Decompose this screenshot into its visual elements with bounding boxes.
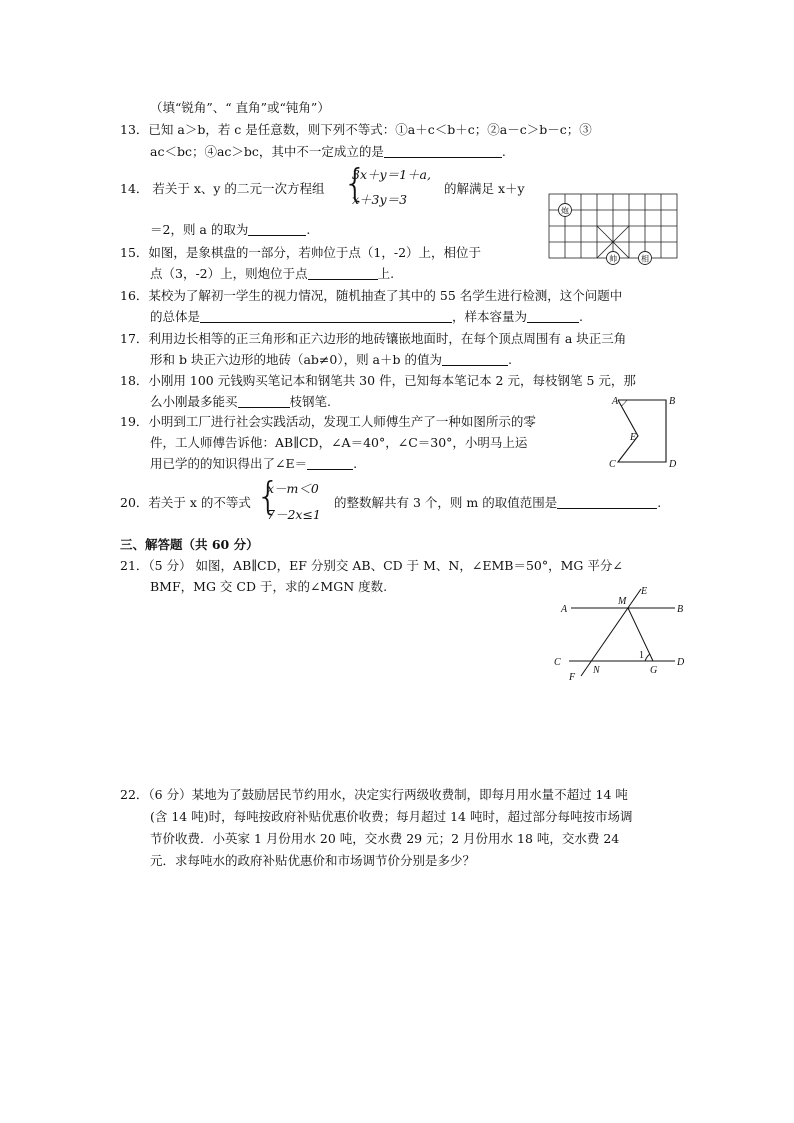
q19-line2: 件，工人师傅告诉他：AB∥CD，∠A＝40°，∠C＝30°，小明马上运: [150, 435, 528, 450]
fig19-label-a: A: [612, 396, 619, 407]
q21-line1: 21．（5 分） 如图，AB∥CD，EF 分别交 AB、CD 于 M、N，∠EMB＝50°，MG 平分∠: [120, 558, 623, 573]
svg-text:炮: 炮: [561, 206, 569, 216]
fig21-label-d: D: [677, 657, 685, 668]
fig19-label-b: B: [669, 396, 676, 407]
q20-end: .: [657, 495, 662, 510]
q18-line2: [150, 394, 331, 410]
q20-suffix-line: [334, 495, 661, 511]
q14-answer-blank[interactable]: [248, 223, 306, 236]
q22-line3: 节价收费．小英家 1 月份用水 20 吨，交水费 29 元；2 月份用水 18 吨，交水费 24: [150, 831, 620, 846]
section-title: 三、解答题（共 60 分）: [120, 537, 259, 552]
piece-pao: [559, 204, 572, 217]
q13-end: .: [501, 144, 506, 159]
fig21-label-a: A: [561, 604, 568, 615]
q18-answer-blank[interactable]: [238, 395, 290, 408]
q16-sample-size-blank[interactable]: [527, 310, 579, 323]
q18-line1: 18．小刚用 100 元钱购买笔记本和钢笔共 30 件，已知每本笔记本 2 元，每枝钢笔 5 元，那: [120, 373, 636, 388]
fig21-label-c: C: [554, 657, 561, 668]
q19-line3: [150, 456, 357, 472]
piece-xiang: [639, 252, 652, 265]
q13-answer-blank[interactable]: [384, 145, 502, 158]
q13-line1: 13．已知 a＞b，若 c 是任意数，则下列不等式：①a＋c＜b＋c；②a－c＞b－c；③: [120, 122, 592, 137]
q14-brace: {: [343, 161, 368, 205]
q18-text: 么小刚最多能买: [150, 394, 238, 409]
q16-population-blank[interactable]: [200, 310, 452, 323]
q18-end: 枝钢笔.: [289, 394, 331, 409]
part-outline: [618, 400, 666, 462]
fig21-label-angle1: 1: [639, 650, 644, 661]
q12-tail: （填“锐角”、“ 直角”或“钝角”）: [150, 100, 330, 115]
q15-line1: 15．如图，是象棋盘的一部分，若帅位于点（1，-2）上，相位于: [120, 245, 482, 260]
q15-end: 上.: [377, 266, 395, 281]
svg-text:帅: 帅: [609, 254, 617, 264]
parallel-lines-figure: [555, 584, 695, 684]
fig19-label-e: E: [630, 432, 637, 443]
q20-ineq1: x－m＜0: [267, 481, 319, 496]
fig21-label-b: B: [677, 604, 684, 615]
q19-answer-blank[interactable]: [307, 457, 353, 470]
q20-ineq2: 7－2x≤1: [267, 507, 321, 522]
q22-line4: 元．求每吨水的政府补贴优惠价和市场调节价分别是多少？: [150, 853, 476, 868]
q20-prefix: 20．若关于 x 的不等式: [120, 495, 251, 510]
piece-shuai: [607, 252, 620, 265]
q20-answer-blank[interactable]: [557, 496, 657, 509]
fig21-label-e: E: [641, 586, 648, 597]
q16-line1: 16．某校为了解初一学生的视力情况，随机抽查了其中的 55 名学生进行检测，这个问题中: [120, 288, 623, 303]
q17-answer-blank[interactable]: [442, 353, 508, 366]
q13-line2: [150, 144, 506, 160]
q16-end: .: [579, 309, 584, 324]
q15-line2: [150, 266, 394, 282]
q19-text: 用已学的的知识得出了∠E＝: [150, 456, 308, 471]
q14-text: ＝2，则 a 的取为: [150, 222, 249, 237]
q16-text-a: 的总体是: [150, 309, 201, 324]
q14-line2: [150, 222, 310, 238]
q13-text: ac＜bc；④ac＞bc，其中不一定成立的是: [150, 144, 384, 159]
q19-end: .: [353, 456, 358, 471]
q15-text: 点（3，-2）上，则炮位于点: [150, 266, 308, 281]
q14-end: .: [306, 222, 311, 237]
svg-text:相: 相: [641, 254, 649, 264]
q14-eq2: x＋3y＝3: [352, 192, 408, 207]
fig21-label-f: F: [569, 672, 576, 683]
fig21-label-g: G: [650, 665, 658, 676]
q14-eq1: 3x＋y＝1＋a,: [352, 167, 431, 182]
fig19-label-d: D: [669, 459, 677, 470]
q17-line1: 17．利用边长相等的正三角形和正六边形的地砖镶嵌地面时，在每个顶点周围有 a 块正三角: [120, 331, 627, 346]
q22-line2: (含 14 吨)时，每吨按政府补贴优惠价收费；每月超过 14 吨时，超过部分每吨按市场调: [150, 809, 633, 824]
q14-prefix: 14． 若关于 x、y 的二元一次方程组: [120, 181, 325, 196]
q20-suffix: 的整数解共有 3 个，则 m 的取值范围是: [334, 495, 558, 510]
q19-line1: 19．小明到工厂进行社会实践活动，发现工人师傅生产了一种如图所示的零: [120, 414, 536, 429]
q15-answer-blank[interactable]: [308, 267, 378, 280]
q21-line2: BMF，MG 交 CD 于，求的∠MGN 度数.: [150, 579, 388, 594]
fig19-label-c: C: [609, 459, 616, 470]
part-figure: [600, 392, 690, 472]
q17-line2: [150, 352, 512, 368]
q16-line2: [150, 309, 583, 325]
fig21-label-n: N: [593, 665, 600, 676]
q17-text: 形和 b 块正六边形的地砖（ab≠0），则 a＋b 的值为: [150, 352, 442, 367]
q22-line1: 22．（6 分）某地为了鼓励居民节约用水，决定实行两级收费制，即每月用水量不超过 14 吨: [120, 787, 628, 802]
q17-end: .: [507, 352, 512, 367]
fig21-label-m: M: [618, 596, 627, 607]
q14-suffix: 的解满足 x＋y: [444, 181, 525, 196]
chessboard-figure: [545, 190, 685, 272]
q16-text-b: ，样本容量为: [452, 309, 528, 324]
q20-brace: {: [256, 474, 281, 518]
